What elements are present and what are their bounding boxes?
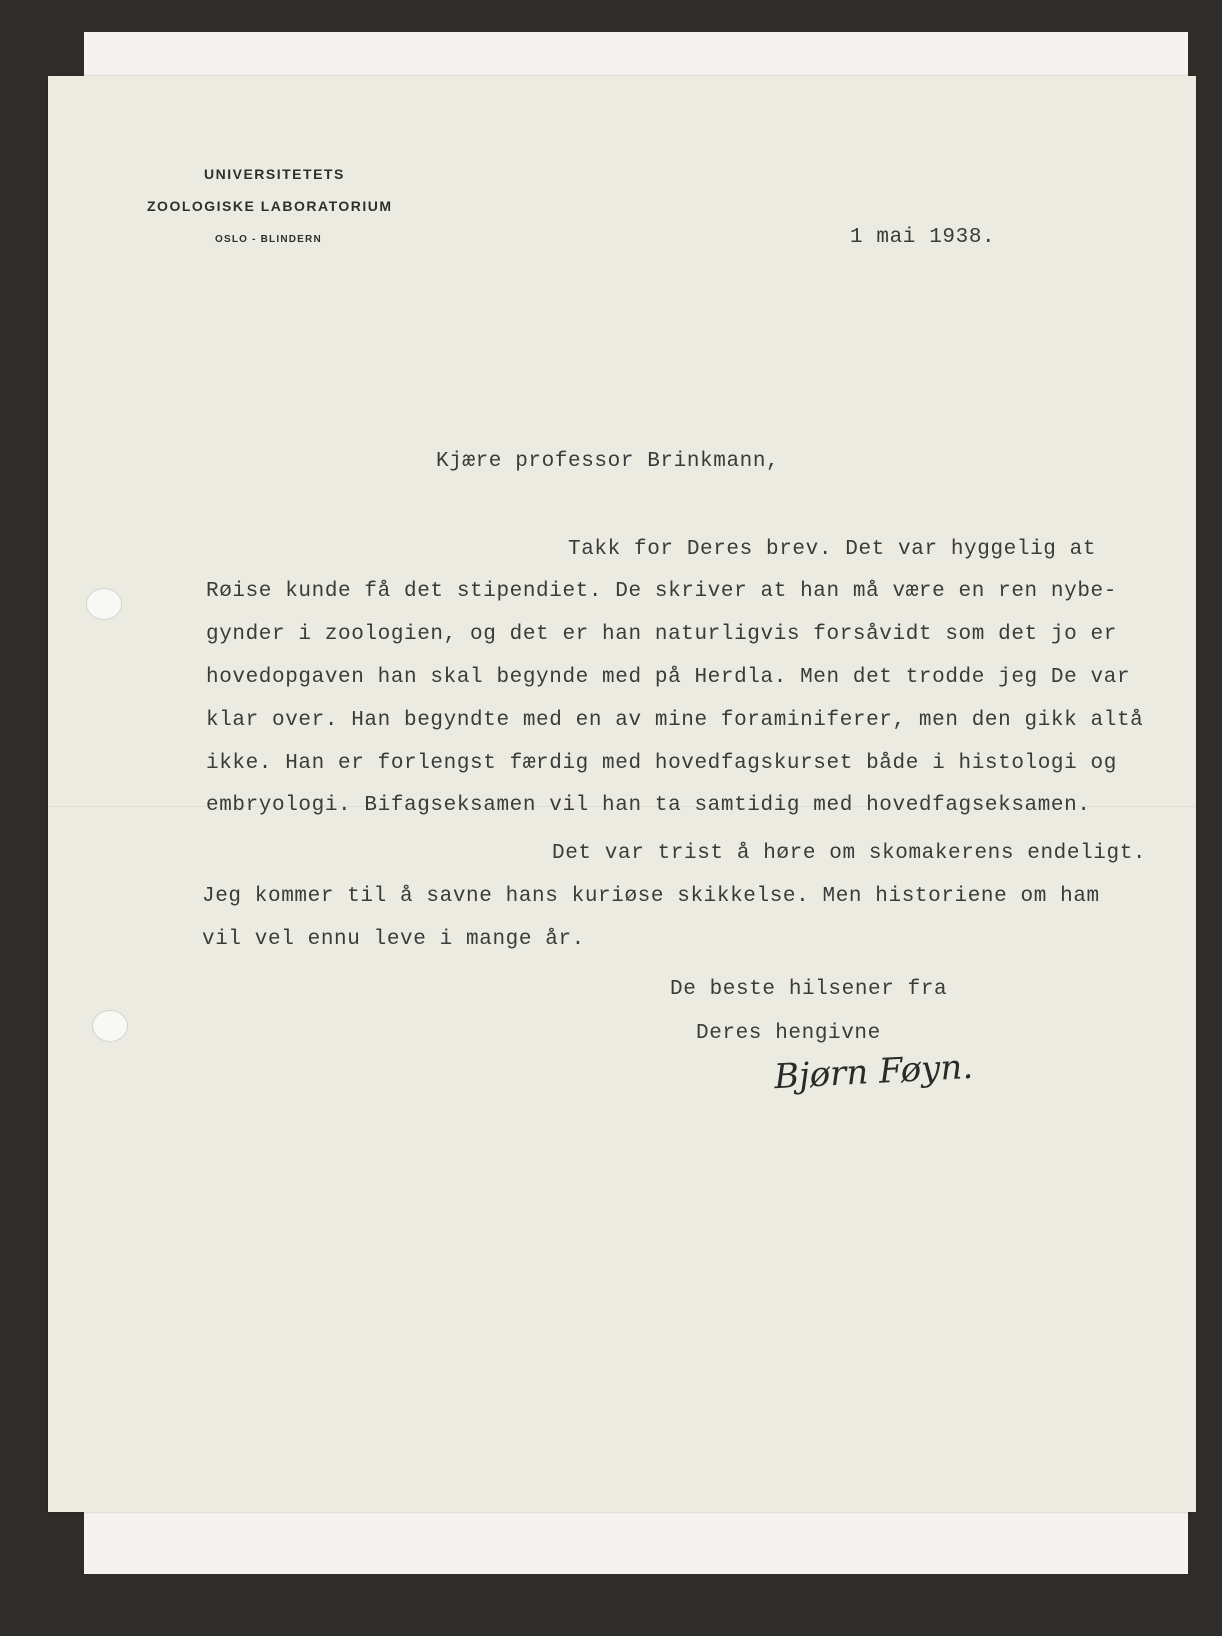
letterhead-line-3: OSLO - BLINDERN — [215, 234, 322, 245]
letter-date: 1 mai 1938. — [850, 226, 996, 249]
body-line: Røise kunde få det stipendiet. De skriver at han må være en ren nybe- — [206, 580, 1117, 603]
body-line: klar over. Han begyndte med en av mine foraminiferer, men den gikk altå — [206, 709, 1144, 732]
closing-line-2: Deres hengivne — [696, 1022, 881, 1045]
punch-hole-top — [86, 588, 122, 620]
body-line: embryologi. Bifagseksamen vil han ta samtidig med hovedfagseksamen. — [206, 794, 1091, 817]
body-line: Det var trist å høre om skomakerens endeligt. — [552, 842, 1147, 865]
letterhead-line-2: ZOOLOGISKE LABORATORIUM — [147, 198, 393, 214]
body-line: Takk for Deres brev. Det var hyggelig at — [568, 538, 1097, 561]
body-line: gynder i zoologien, og det er han naturligvis forsåvidt som det jo er — [206, 623, 1117, 646]
body-line: ikke. Han er forlengst færdig med hovedfagskurset både i histologi og — [206, 752, 1117, 775]
body-line: vil vel ennu leve i mange år. — [202, 928, 585, 951]
closing-line-1: De beste hilsener fra — [670, 978, 948, 1001]
punch-hole-bottom — [92, 1010, 128, 1042]
body-line: Jeg kommer til å savne hans kuriøse skikkelse. Men historiene om ham — [202, 885, 1100, 908]
letterhead-line-1: UNIVERSITETETS — [204, 166, 345, 182]
body-line: hovedopgaven han skal begynde med på Herdla. Men det trodde jeg De var — [206, 666, 1131, 689]
handwritten-signature: Bjørn Føyn. — [773, 1046, 974, 1098]
salutation: Kjære professor Brinkmann, — [436, 450, 780, 473]
